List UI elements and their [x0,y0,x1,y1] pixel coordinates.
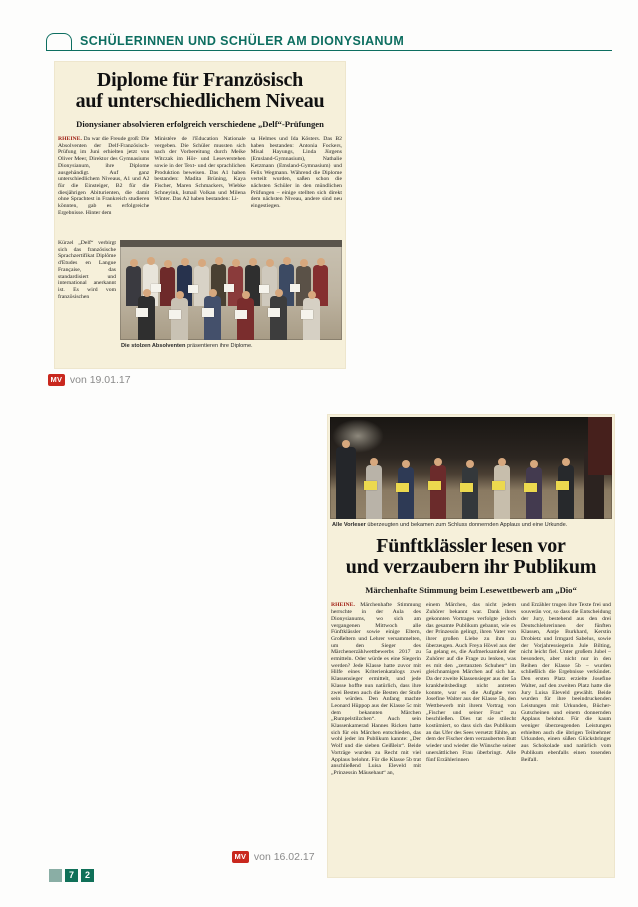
photo-paper [268,308,280,317]
photo-figure [526,467,542,519]
photo-paper [396,483,409,492]
photo-figure [366,465,382,519]
article-1-column-1 [58,136,149,238]
article-2-title [328,528,614,578]
photo-figure [270,296,287,340]
article-1-bottom-row [58,240,342,356]
source-date-2: von 16.02.17 [253,851,315,863]
photo-paper [202,308,214,317]
caption-bold: Die stolzen Absolventen [121,343,186,349]
photo-paper [524,483,537,492]
photo-paper [169,310,181,319]
source-date-1: von 19.01.17 [69,374,131,386]
article-1-body [58,136,342,238]
photo-figure [138,296,155,340]
photo-figure [462,467,478,519]
page-number-box-7: 7 [65,869,78,882]
article-2-caption [328,521,614,528]
article-1-column-3: sa Helmes und Ida Kösters. Das B2 haben bestanden: Antonia Fockers, Misal Hayungs, Linda Jürgens (Emsland-Gymnasium), Nathalie Ketzmann (Emsland-Gymnasium) und Felix Wegmann. Während die Diplome verteilt wurden, saßen schon die nächsten Schüler in den mündlichen Prüfungen – einige stellten sich direkt dem nächsten Niveau, andere sind neu eingestiegen. [250,136,342,210]
page-number [49,869,94,882]
source-line-2 [232,851,315,863]
article-2-body [331,602,611,868]
article-1-title [55,62,345,112]
dateline: RHEINE. [331,602,355,609]
article-1-side-column: Kürzel „Delf“ verbirgt sich das französische Sprachzertifikat Diplôme d'Etudes en Langue Française, das standardisiert und international anerkannt ist. Es wird vom französischen [58,240,116,300]
mv-logo: MV [48,374,65,386]
article-1-photo [120,240,342,340]
header-tab-shape [46,33,72,51]
article-2-column-1 [331,602,421,868]
photo-figure [171,298,188,340]
photo-paper [364,481,377,490]
photo-paper [492,481,505,490]
dateline: RHEINE. [58,136,82,142]
article-2-figure [328,417,614,528]
photo-paper [259,285,269,293]
article-clipping-1 [55,62,345,368]
photo-figure [398,467,414,519]
article-1-title-line1: Diplome für Französisch [96,69,304,91]
photo-paper [460,483,473,492]
photo-paper [224,284,234,292]
header-rule [46,50,612,51]
photo-paper [188,285,198,293]
photo-paper [151,284,161,292]
caption-bold: Alle Vorleser [332,522,366,528]
page-number-box-2: 2 [81,869,94,882]
source-line-1 [48,374,131,386]
article-2-title-line2: und verzaubern ihr Publikum [345,556,597,579]
article-2-column-3: und Erzähler trugen ihre Texte frei und souverän vor, so dass die Entscheidung der Jury, bestehend aus den drei Deutschlehrerinnen der fünften Klassen, Antje Burkhard, Kerstin Drobietz und Irmgard Sabelus, sowie der Vorjahressiegerin Jule Bilting, nicht leicht fiel. Unter großem Jubel – besonders, aber nicht nur in den Reihen der Klasse 5b – wurden schließlich die Ergebnisse verkündet. Den ersten Platz erzielte Josefine Walter, auf den zweiten Platz hatte die Jury Luisa Eleveld gewählt. Beide wurden für ihre beeindruckenden Leistungen mit Urkunden, Bücher-Gutscheinen und einem donnernden Applaus belohnt. Für die kaum weniger überzeugenden Leistungen erhielten auch die übrigen Teilnehmer Urkunden, einen süßen Glücksbringer aus Schokolade und natürlich vom Publikum ebenfalls einen tosenden Beifall. [521,602,611,763]
caption-text: präsentieren ihre Diplome. [185,343,253,349]
photo-paper [428,481,441,490]
page-number-box-blank [49,869,62,882]
photo-figure [558,465,574,519]
photo-figure [303,298,320,340]
caption-text: überzeugten und bekamen zum Schluss donnernden Applaus und eine Urkunde. [365,522,568,528]
photo-paper [301,310,313,319]
article-1-subtitle: Dionysianer absolvieren erfolgreich verschiedene „Delf“-Prüfungen [76,119,324,129]
section-header-title: SCHÜLERINNEN UND SCHÜLER AM DIONYSIANUM [80,34,405,48]
photo-paper [556,481,569,490]
photo-figure [336,447,356,519]
column-text: Märchenhafte Stimmung herrschte in der Aula des Dionysianums, wo sich am vergangenen Mittwoch alle Fünftklässler sowie einige Eltern, Großeltern und Lehrer versammelten, um den Sieger des Märchenerzählwettbewerbs 2017 zu ermitteln. Oder würde es eine Siegerin werden? Jede Klasse hatte zuvor mit Hilfe eines Kriterienkatalogs zwei Klassensieger ermittelt, und jede Klasse hoffte nun natürlich, dass ihre zwei Besten auch die Besten der Stufe sein würden. Den Anfang machte Leonard Hüppop aus der Klasse 5c mit dem bekannten Märchen „Rumpelstilzchen“. Auch sein Klassenkamerad Hannes Ricken hatte sich für ein Märchen entschieden, das wohl jeder im Publikum kannte: „Der Wolf und die sieben Geißlein“. Beide Vorträge wurden zu Recht mit viel Applaus belohnt. Für die Klasse 5b trat anschließend Luisa Eleveld mit „Prinzessin Mäusehaut“ an, [331,602,421,776]
article-clipping-2 [328,415,614,877]
photo-figure [237,298,254,340]
article-1-figure [120,240,342,356]
column-text: Da war die Freude groß: Die Absolventen der Delf-Französisch-Prüfung im Juni erhielten jetzt von Oliver Meer, Direktor des Gymnasiums Dionysianum, ihre Diplome ausgehändigt. Auf ganz unterschiedlichem Niveaus, A1 und A2 für die Einsteiger, B2 für die diesjährigen Abiturienten, die damit ohne Sprachtest in Frankreich studieren könnten, gab es erfolgreiche Ergebnisse. Hinter dem [58,136,150,216]
article-2-subtitle: Märchenhafte Stimmung beim Lesewettbewerb am „Dio“ [365,585,577,596]
photo-figure [584,451,604,519]
article-2-title-line1: Fünftklässler lesen vor [376,535,566,558]
photo-figure [430,465,446,519]
photo-paper [136,308,148,317]
article-1-caption [120,340,342,349]
article-1-title-line2: auf unterschiedlichem Niveau [75,90,325,112]
mv-logo: MV [232,851,249,863]
photo-paper [235,310,247,319]
article-1-column-2: Ministère de l'Education Nationale vergeben. Die Schüler mussten sich nach der Vorbereitung durch Meike Witczak im Hör- und Leseverstehen sowie in der Text- und der sprachlichen Produktion beweisen. Das A1 haben bestanden: Madita Brüning, Kaya Fischer, Maren Schmackers, Wiebke Schneyink, Ismail Volkan und Milena Winter. Das A2 haben bestanden: Li- [154,136,246,203]
photo-paper [290,284,300,292]
photo-figure [494,465,510,519]
photo-figure [204,296,221,340]
article-2-column-2: einem Märchen, das nicht jedem Zuhörer bekannt war. Dank ihres gekonnten Vortrages verfolgte jedoch das gesamte Publikum gebannt, wie es der Prinzessin gelingt, ihren Vater von ihrer großen Liebe zu ihm zu überzeugen. Auch Freya Hövel aus der 5a gelang es, die Aufmerksamkeit der Zuhörer auf die Frage zu lenken, was es mit den „zertanzten Schuhen“ im gleichnamigen Märchen auf sich hat. Da der zweite Klassensieger aus der 5a krankheitsbedingt nicht antreten konnte, war es die Aufgabe von Josefine Walter aus der Klasse 5b, den Wettbewerb mit ihrem Vortrag von „Fischer und seiner Frau“ zu beschließen. Dies tat sie stilecht kostümiert, so dass sich das Publikum an das Ufer des Sees versetzt fühlte, an dem der Fischer dem verzauberten Butt wieder und wieder die Wünsche seiner unersättlichen Frau überbringt. Alle fünf Erzählerinnen [426,602,516,763]
article-2-photo [330,417,612,519]
